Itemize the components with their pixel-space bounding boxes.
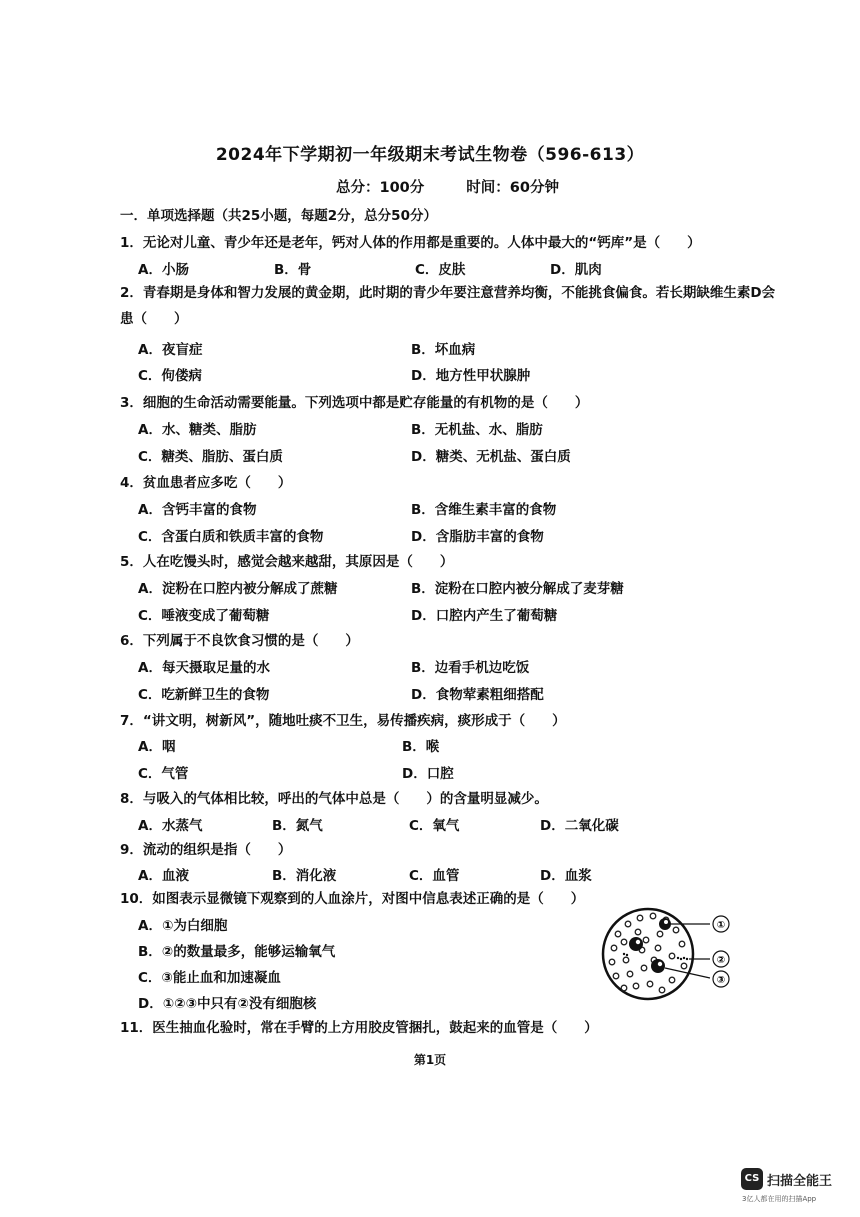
question-11-stem: 11．医生抽血化验时，常在手臂的上方用胶皮管捆扎，鼓起来的血管是（ ）: [120, 1020, 598, 1036]
question-3-option-c: C．糖类、脂肪、蛋白质: [138, 449, 283, 465]
question-7-stem: 7．“讲文明，树新风”，随地吐痰不卫生，易传播疾病，痰形成于（ ）: [120, 713, 566, 729]
question-4-option-a: A．含钙丰富的食物: [138, 502, 257, 518]
question-6-option-b: B．边看手机边吃饭: [411, 660, 530, 676]
question-3-stem: 3．细胞的生命活动需要能量。下列选项中都是贮存能量的有机物的是（ ）: [120, 395, 589, 411]
question-2-option-c: C．佝偻病: [138, 368, 202, 384]
question-9-option-c: C．血管: [409, 868, 460, 884]
question-1-option-b: B．骨: [274, 262, 312, 278]
question-6-option-a: A．每天摄取足量的水: [138, 660, 270, 676]
figure-label-2: ②: [716, 955, 726, 966]
question-9-option-b: B．消化液: [272, 868, 337, 884]
page-number: 第1页: [413, 1053, 447, 1067]
question-3-option-a: A．水、糖类、脂肪: [138, 422, 257, 438]
question-8-option-c: C．氧气: [409, 818, 460, 834]
question-4-option-b: B．含维生素丰富的食物: [411, 502, 557, 518]
time-limit: 时间：60分钟: [466, 180, 559, 196]
question-6-stem: 6．下列属于不良饮食习惯的是（ ）: [120, 633, 359, 649]
exam-info: [336, 176, 601, 197]
question-9-option-a: A．血液: [138, 868, 189, 884]
question-2-option-d: D．地方性甲状腺肿: [411, 368, 531, 384]
total-score: 总分：100分: [336, 180, 425, 196]
question-4-stem: 4．贫血患者应多吃（ ）: [120, 475, 292, 491]
question-5-option-b: B．淀粉在口腔内被分解成了麦芽糖: [411, 581, 624, 597]
section-heading: 一．单项选择题（共25小题，每题2分，总分50分）: [120, 208, 437, 224]
question-3-option-b: B．无机盐、水、脂肪: [411, 422, 543, 438]
question-8-option-d: D．二氧化碳: [540, 818, 619, 834]
question-5-option-a: A．淀粉在口腔内被分解成了蔗糖: [138, 581, 338, 597]
watermark-tagline: 3亿人都在用的扫描App: [742, 1195, 817, 1203]
watermark-name: 扫描全能王: [767, 1174, 833, 1189]
question-4-option-c: C．含蛋白质和铁质丰富的食物: [138, 529, 324, 545]
question-10-option-c: C．③能止血和加速凝血: [138, 970, 281, 986]
question-2-option-a: A．夜盲症: [138, 342, 203, 358]
question-10-stem: 10．如图表示显微镜下观察到的人血涂片，对图中信息表述正确的是（ ）: [120, 891, 585, 907]
blood-smear-figure: [598, 898, 738, 1014]
question-1-option-a: A．小肠: [138, 262, 189, 278]
exam-title: 2024年下学期初一年级期末考试生物卷（596-613）: [215, 145, 645, 165]
question-5-option-d: D．口腔内产生了葡萄糖: [411, 608, 558, 624]
question-7-option-b: B．喉: [402, 739, 440, 755]
figure-label-3: ③: [716, 975, 726, 986]
question-1-option-c: C．皮肤: [415, 262, 466, 278]
question-10-option-d: D．①②③中只有②没有细胞核: [138, 996, 317, 1012]
question-7-option-d: D．口腔: [402, 766, 454, 782]
question-6-option-c: C．吃新鲜卫生的食物: [138, 687, 270, 703]
question-2-option-b: B．坏血病: [411, 342, 476, 358]
question-9-stem: 9．流动的组织是指（ ）: [120, 842, 292, 858]
question-4-option-d: D．含脂肪丰富的食物: [411, 529, 544, 545]
question-8-option-a: A．水蒸气: [138, 818, 203, 834]
question-10-option-a: A．①为白细胞: [138, 918, 228, 934]
question-7-option-c: C．气管: [138, 766, 189, 782]
question-6-option-d: D．食物荤素粗细搭配: [411, 687, 544, 703]
question-7-option-a: A．咽: [138, 739, 176, 755]
question-3-option-d: D．糖类、无机盐、蛋白质: [411, 449, 571, 465]
question-5-stem: 5．人在吃馒头时，感觉会越来越甜，其原因是（ ）: [120, 554, 454, 570]
question-10-option-b: B．②的数量最多，能够运输氧气: [138, 944, 336, 960]
question-8-stem: 8．与吸入的气体相比较，呼出的气体中总是（ ）的含量明显减少。: [120, 791, 548, 807]
question-2-stem: 2．青春期是身体和智力发展的黄金期，此时期的青少年要注意营养均衡，不能挑食偏食。若长期缺维生素D会患（ ）: [120, 285, 776, 327]
question-8-option-b: B．氮气: [272, 818, 323, 834]
question-9-option-d: D．血浆: [540, 868, 592, 884]
question-1-option-d: D．肌肉: [550, 262, 602, 278]
camscanner-logo: CS: [741, 1168, 763, 1190]
figure-label-1: ①: [716, 920, 726, 931]
question-5-option-c: C．唾液变成了葡萄糖: [138, 608, 270, 624]
question-1-stem: 1．无论对儿童、青少年还是老年，钙对人体的作用都是重要的。人体中最大的“钙库”是（ ）: [120, 235, 701, 251]
